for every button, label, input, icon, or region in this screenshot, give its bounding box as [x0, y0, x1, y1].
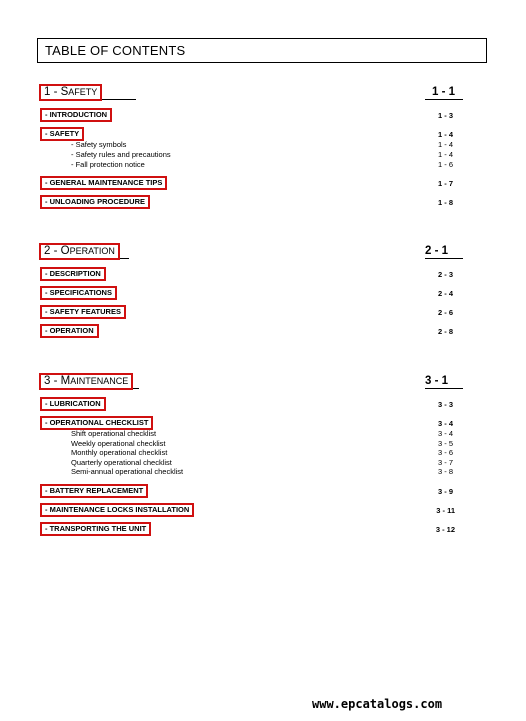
toc-item-safety-features[interactable]: - SAFETY FEATURES: [40, 305, 126, 319]
toc-subitem[interactable]: - Safety rules and precautions: [71, 150, 171, 159]
toc-item-page: 3 - 9: [437, 487, 453, 496]
section-page-rule: [425, 99, 463, 100]
toc-subitem-page: 3 - 6: [437, 448, 453, 457]
toc-item-page: 2 - 4: [437, 289, 453, 298]
toc-item-page: 1 - 7: [437, 179, 453, 188]
toc-subitem-page: 3 - 8: [437, 467, 453, 476]
toc-item-page: 2 - 3: [437, 270, 453, 279]
toc-item-page: 3 - 12: [435, 525, 455, 534]
toc-item-unloading-procedure[interactable]: - UNLOADING PROCEDURE: [40, 195, 150, 209]
toc-subitem-page: 3 - 7: [437, 457, 453, 467]
section-page-rule: [425, 388, 463, 389]
toc-title: TABLE OF CONTENTS: [45, 43, 186, 58]
toc-subitem[interactable]: - Fall protection notice: [71, 160, 145, 169]
toc-item-page: 1 - 3: [437, 111, 453, 120]
toc-item-page: 3 - 3: [437, 400, 453, 409]
toc-subitem-page: 1 - 4: [437, 150, 453, 159]
toc-item-page: 1 - 8: [437, 198, 453, 207]
toc-subitem[interactable]: Shift operational checklist: [71, 429, 157, 438]
toc-item-page: 1 - 4: [437, 130, 453, 139]
toc-item-page: 3 - 4: [437, 419, 453, 428]
section-heading-maintenance[interactable]: 3 - MAINTENANCE: [39, 373, 133, 390]
toc-subitem[interactable]: Semi-annual operational checklist: [71, 467, 184, 476]
toc-item-battery-replacement[interactable]: - BATTERY REPLACEMENT: [40, 484, 148, 498]
toc-item-specifications[interactable]: - SPECIFICATIONS: [40, 286, 117, 300]
section-heading-operation[interactable]: 2 - OPERATION: [39, 243, 120, 260]
toc-item-page: 2 - 6: [437, 308, 453, 317]
toc-subitem[interactable]: Monthly operational checklist: [71, 448, 168, 457]
section-heading-safety[interactable]: 1 - SAFETY: [39, 84, 102, 101]
toc-subitem-page: 3 - 4: [437, 429, 453, 438]
toc-subitem-page: 3 - 5: [437, 438, 453, 448]
toc-item-page: 2 - 8: [437, 327, 453, 336]
toc-item-introduction[interactable]: - INTRODUCTION: [40, 108, 112, 122]
section-page: 1 - 1: [432, 86, 456, 98]
toc-subitem[interactable]: Quarterly operational checklist: [71, 457, 172, 467]
toc-item-operational-checklist[interactable]: - OPERATIONAL CHECKLIST: [40, 416, 153, 430]
footer-watermark-url: www.epcatalogs.com: [312, 697, 443, 711]
toc-subitem[interactable]: Weekly operational checklist: [71, 438, 166, 448]
toc-item-general-maintenance-tips[interactable]: - GENERAL MAINTENANCE TIPS: [40, 176, 167, 190]
section-page: 2 - 1: [425, 245, 449, 257]
toc-subitem[interactable]: - Safety symbols: [71, 140, 127, 149]
toc-subitem-page: 1 - 6: [437, 160, 453, 169]
section-page-rule: [425, 258, 463, 259]
toc-item-transporting-the-unit[interactable]: - TRANSPORTING THE UNIT: [40, 522, 151, 536]
toc-item-lubrication[interactable]: - LUBRICATION: [40, 397, 106, 411]
toc-subitem-page: 1 - 4: [437, 140, 453, 149]
toc-item-operation[interactable]: - OPERATION: [40, 324, 99, 338]
toc-item-page: 3 - 11: [436, 506, 455, 515]
toc-item-safety[interactable]: - SAFETY: [40, 127, 84, 141]
toc-item-maintenance-locks-installation[interactable]: - MAINTENANCE LOCKS INSTALLATION: [40, 503, 194, 517]
section-page: 3 - 1: [425, 375, 449, 387]
toc-item-description[interactable]: - DESCRIPTION: [40, 267, 106, 281]
